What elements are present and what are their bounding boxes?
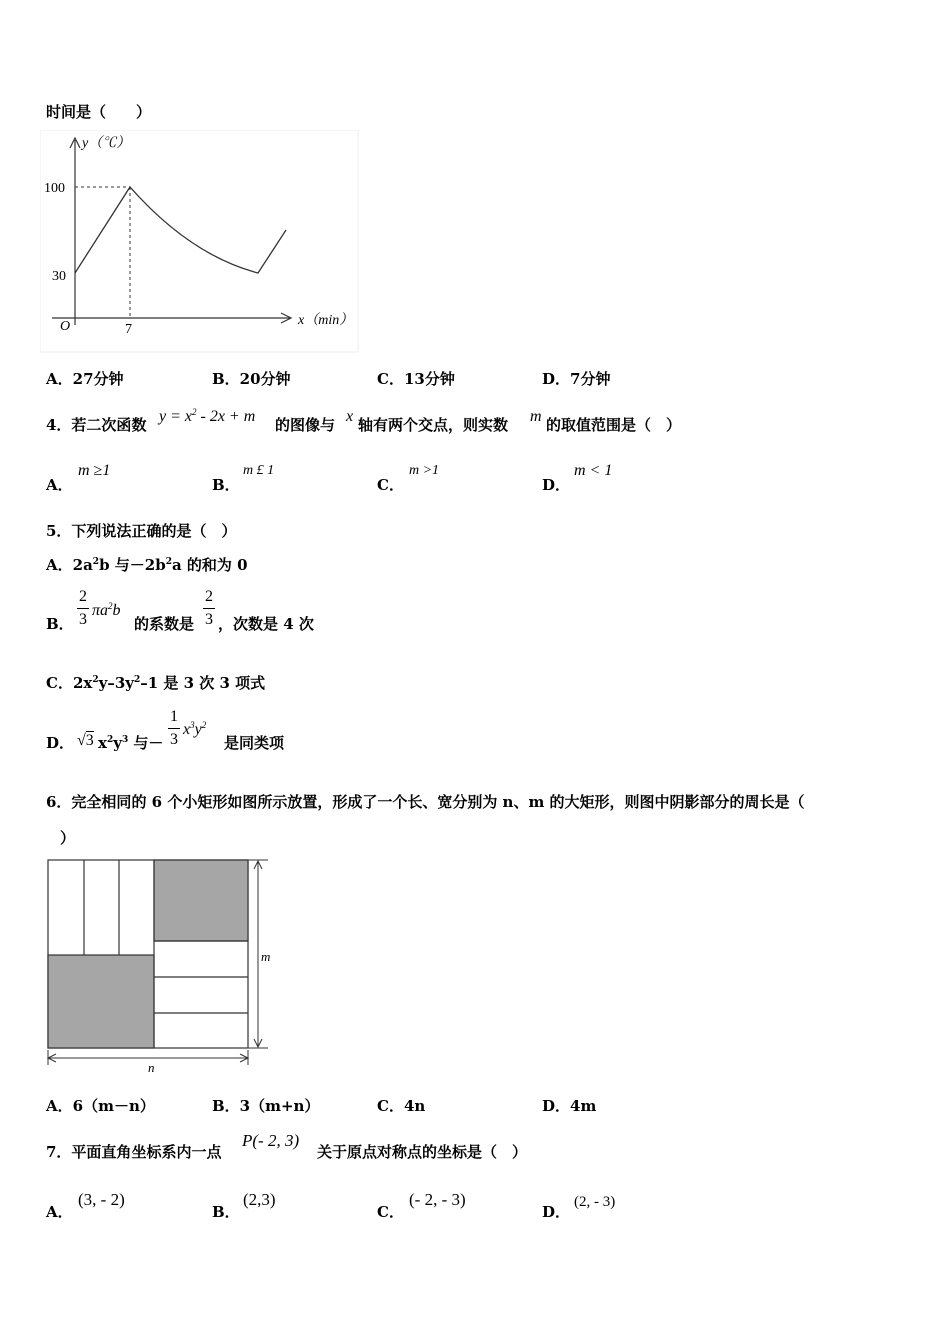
q4-option-d-letter: D． [542, 476, 571, 494]
q7-prefix: 7．平面直角坐标系内一点 [46, 1143, 222, 1161]
q5-option-b[interactable] [46, 588, 366, 638]
q7-option-d-letter: D． [542, 1203, 571, 1221]
q4-x-var: x [346, 408, 354, 425]
q5-b-expr-exp: 2 [108, 601, 113, 611]
q4-option-c-letter: C． [377, 476, 404, 494]
q3-line-graph [40, 130, 360, 355]
q5-b-frac-num: 2 [79, 588, 87, 605]
q5-b-letter: B． [46, 615, 74, 633]
q5-c-p2: y–3y [98, 674, 134, 692]
tick-30: 30 [52, 269, 66, 284]
q5-d-p1: x [98, 734, 107, 752]
q7-point: P(- 2, 3) [242, 1131, 300, 1150]
q5-a-p3: a 的和为 0 [171, 556, 248, 574]
q5-b-expr-tail: b [112, 602, 121, 619]
q5-c-e2: 2 [133, 675, 141, 685]
q3-option-d[interactable]: D．7分钟 [542, 370, 611, 388]
q5-d-expression [183, 721, 206, 739]
q5-b-text2: ，次数是 4 次 [218, 615, 314, 633]
q7-option-c-math: (- 2, - 3) [409, 1190, 466, 1209]
q4-func-rhs: - 2x + m [196, 408, 256, 425]
q4-option-d-math: m < 1 [574, 462, 613, 479]
q5-c-p1: 2x [72, 674, 93, 692]
n-label: n [148, 1060, 155, 1075]
q4-stem [46, 408, 906, 438]
q4-option-b-math: m £ 1 [243, 463, 275, 478]
q6-option-c[interactable]: C．4n [377, 1097, 426, 1115]
q5-option-d[interactable] [46, 708, 366, 758]
q5-b-frac2-num: 2 [205, 588, 213, 605]
q5-b-frac2-den: 3 [205, 611, 213, 628]
q6-option-b[interactable]: B．3（m+n） [212, 1097, 320, 1115]
q5-d-p2: y [113, 734, 122, 752]
q6-option-d[interactable]: D．4m [542, 1097, 597, 1115]
q5-d-expr2: y [194, 721, 202, 738]
q3-stem-tail: 时间是（ ） [46, 103, 152, 121]
tick-7: 7 [125, 322, 132, 337]
q7-stem [46, 1130, 646, 1160]
q5-c-e1: 2 [92, 675, 99, 685]
y-axis-label: y（℃） [82, 136, 131, 151]
shaded-bottom-left [48, 955, 154, 1048]
q5-d-expr-e1: 3 [190, 720, 195, 730]
q5-b-fraction [77, 588, 89, 629]
q5-c-letter: C． [46, 674, 73, 692]
q6-option-a[interactable]: A．6（m－n） [46, 1097, 155, 1115]
q4-option-c-math: m >1 [409, 463, 440, 478]
q5-option-c[interactable] [46, 674, 265, 692]
q5-a-letter: A． [46, 556, 73, 574]
q4-func-exp: 2 [192, 407, 197, 417]
q4-m-var: m [530, 408, 542, 425]
tick-100: 100 [44, 181, 65, 196]
q5-c-p3: –1 是 3 次 3 项式 [140, 674, 266, 692]
q5-b-text1: 的系数是 [134, 615, 195, 633]
q4-suffix: 的取值范围是（ ） [546, 416, 682, 434]
q5-d-p3: 与－ [128, 734, 164, 752]
q5-a-e1: 2 [92, 557, 100, 567]
q6-stem-line1: 6．完全相同的 6 个小矩形如图所示放置，形成了一个长、宽分别为 n、m 的大矩形，则图中阴影部分的周长是（ [46, 793, 805, 811]
q3-option-b[interactable]: B．20分钟 [212, 370, 291, 388]
q4-func-lhs: y = x [159, 408, 192, 425]
q6-stem-line2: ） [60, 829, 76, 847]
shaded-top-right [154, 860, 248, 941]
q7-option-a-letter: A． [46, 1203, 73, 1221]
q7-option-c-letter: C． [377, 1203, 404, 1221]
q7-option-d-math: (2, - 3) [574, 1194, 616, 1210]
q7-option-b-letter: B． [212, 1203, 240, 1221]
q5-a-e2: 2 [165, 557, 172, 567]
q5-d-frac-den: 3 [170, 731, 178, 748]
q5-b-expression [92, 602, 121, 620]
q5-d-term [98, 734, 163, 752]
q5-b-fraction2 [203, 588, 215, 629]
q5-a-p2: b 与－2b [99, 556, 166, 574]
q5-d-letter: D． [46, 734, 75, 752]
q5-a-p1: 2a [72, 556, 93, 574]
q5-d-sqrt-val: 3 [85, 732, 94, 749]
q5-b-frac-den: 3 [79, 611, 87, 628]
q4-function [159, 408, 255, 426]
q4-option-b-letter: B． [212, 476, 240, 494]
q5-d-e1: 2 [106, 735, 114, 745]
x-axis-label: x（min） [298, 313, 354, 328]
m-label: m [261, 949, 271, 964]
q3-option-a[interactable]: A．27分钟 [46, 370, 124, 388]
q4-prefix: 4．若二次函数 [46, 416, 147, 434]
q6-rectangle-figure [40, 855, 280, 1075]
q5-d-e2: 3 [121, 735, 129, 745]
q5-d-frac-num: 1 [170, 708, 178, 725]
q5-d-expr-e2: 2 [201, 720, 207, 730]
origin-label: O [60, 319, 71, 334]
q5-stem: 5．下列说法正确的是（ ） [46, 522, 237, 540]
q5-b-expr: πa [92, 602, 109, 619]
q4-option-a-letter: A． [46, 476, 73, 494]
q7-option-a-math: (3, - 2) [78, 1190, 125, 1209]
q5-d-fraction [168, 708, 180, 749]
q3-option-c[interactable]: C．13分钟 [377, 370, 455, 388]
q4-mid2: 轴有两个交点，则实数 [358, 416, 509, 434]
q7-suffix: 关于原点对称点的坐标是（ ） [317, 1143, 528, 1161]
q5-d-expr: x [183, 721, 191, 738]
q5-d-tail: 是同类项 [224, 734, 285, 752]
q5-d-sqrt: √3 [77, 732, 94, 749]
q5-option-a[interactable] [46, 556, 248, 574]
q7-option-b-math: (2,3) [243, 1190, 276, 1209]
q4-mid: 的图像与 [275, 416, 336, 434]
q4-option-a-math: m ≥1 [78, 462, 111, 479]
